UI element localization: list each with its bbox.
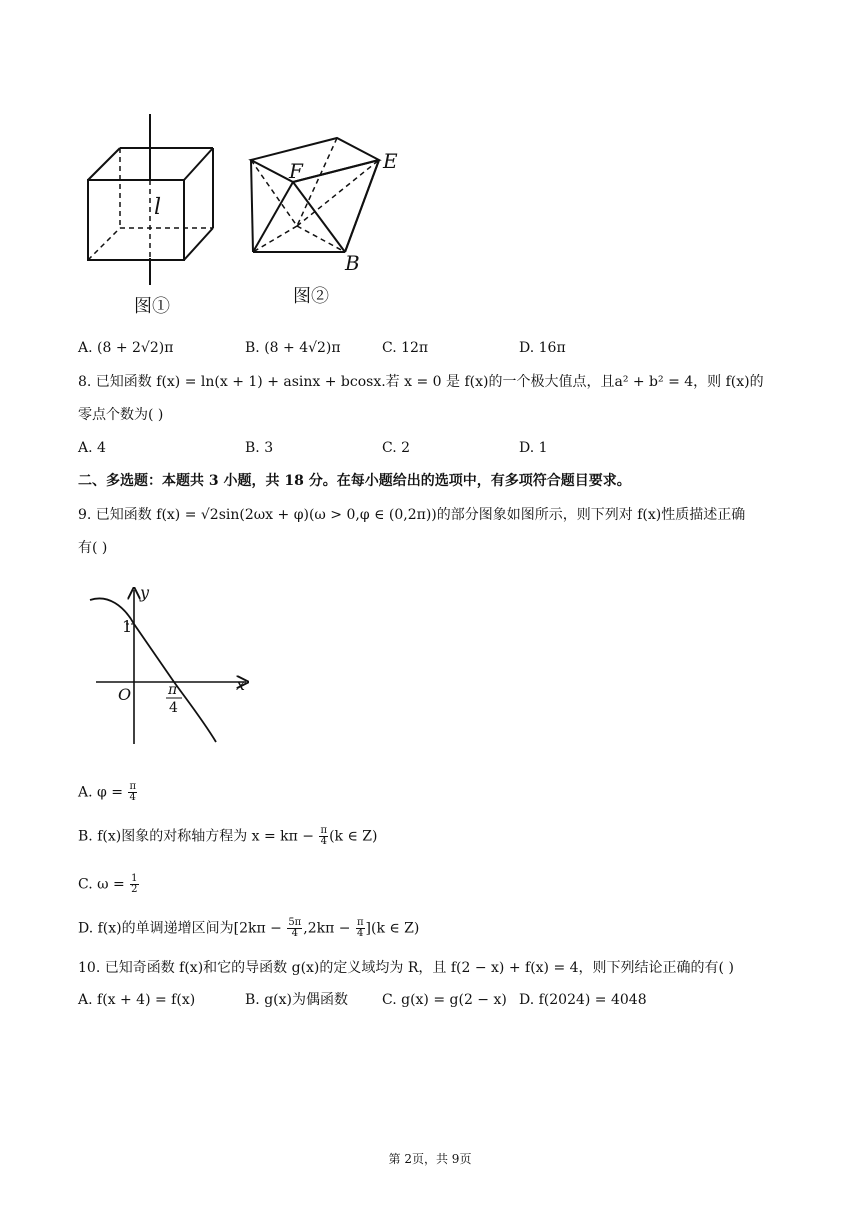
q7-option-b: B. (8 + 4√2)π [245,340,341,356]
q10-stem-line-1: 10. 已知奇函数 f(x)和它的导函数 g(x)的定义域均为 R，且 f(2 − x) + f(x) = 4，则下列结论正确的有( ) [78,960,734,976]
q8-stem-line-2: 零点个数为( ) [78,407,164,423]
label-E: E [383,149,398,173]
fraction-denominator: 2 [131,884,138,895]
graph-y-label: y [140,583,150,602]
label-F: F [289,159,303,183]
q8-option-c: C. 2 [382,440,411,456]
q9-option-d-prefix: D. f(x)的单调递增区间为[2kπ − [78,920,287,937]
q9-option-d-fraction-2 [356,918,365,939]
q9-option-d-fraction-1 [287,918,302,939]
fraction-denominator: 4 [129,792,136,803]
q9-option-a-fraction [128,782,137,803]
q8-option-b: B. 3 [245,440,274,456]
figure-2-caption: 图② [293,286,329,307]
fraction-numerator: π [320,825,328,836]
q9-option-c-fraction [130,874,138,895]
graph-x-tick-num: π [168,682,178,698]
fraction-numerator: 5π [288,917,302,928]
q9-option-d [78,918,419,939]
q9-option-d-mid: ,2kπ − [303,920,355,937]
q9-option-b-prefix: B. f(x)图象的对称轴方程为 x = kπ − [78,828,319,845]
q10-option-d: D. f(2024) = 4048 [519,992,647,1008]
q9-stem-line-2: 有( ) [78,540,108,556]
fraction-denominator: 4 [320,836,327,847]
q8-option-a: A. 4 [78,440,106,456]
sine-curve [90,598,216,742]
graph-origin-label: O [118,685,132,704]
q9-option-a-prefix: A. φ = [78,784,128,801]
graph-y-tick-1: 1 [122,617,133,636]
fraction-numerator: π [129,781,137,792]
graph-x-label: x [236,675,246,694]
fraction-denominator: 4 [291,928,298,939]
figure-2-solid [245,130,415,330]
q9-function-graph [86,582,256,748]
q8-stem-line-1: 8. 已知函数 f(x) = ln(x + 1) + asinx + bcosx.若 x = 0 是 f(x)的一个极大值点，且a² + b² = 4，则 f(x)的 [78,374,764,390]
q10-option-c: C. g(x) = g(2 − x) [382,992,507,1008]
q7-option-c: C. 12π [382,340,429,356]
q9-option-b-fraction [319,826,328,847]
page-footer: 第 2页，共 9页 [388,1152,472,1166]
q9-option-b [78,826,377,847]
q9-option-c [78,874,140,895]
axis-label-l: l [154,195,162,220]
q9-option-c-prefix: C. ω = [78,876,130,893]
fraction-numerator: 1 [131,873,138,884]
figure-1-caption: 图① [134,296,170,317]
q9-option-a [78,782,138,803]
fraction-numerator: π [356,917,364,928]
q10-option-b: B. g(x)为偶函数 [245,992,348,1008]
section-2-heading: 二、多选题：本题共 3 小题，共 18 分。在每小题给出的选项中，有多项符合题目要求。 [78,473,631,489]
q9-option-d-suffix: ](k ∈ Z) [365,920,420,937]
q9-option-b-suffix: (k ∈ Z) [329,828,378,845]
q7-option-a: A. (8 + 2√2)π [78,340,174,356]
figure-1-cube [78,110,228,340]
q7-option-d: D. 16π [519,340,566,356]
q9-stem-line-1: 9. 已知函数 f(x) = √2sin(2ωx + φ)(ω > 0,φ ∈ (0,2π))的部分图象如图所示，则下列对 f(x)性质描述正确 [78,507,746,523]
q10-option-a: A. f(x + 4) = f(x) [78,992,196,1008]
graph-x-tick-den: 4 [169,700,178,716]
label-B: B [345,251,360,275]
fraction-denominator: 4 [357,928,364,939]
q8-option-d: D. 1 [519,440,548,456]
